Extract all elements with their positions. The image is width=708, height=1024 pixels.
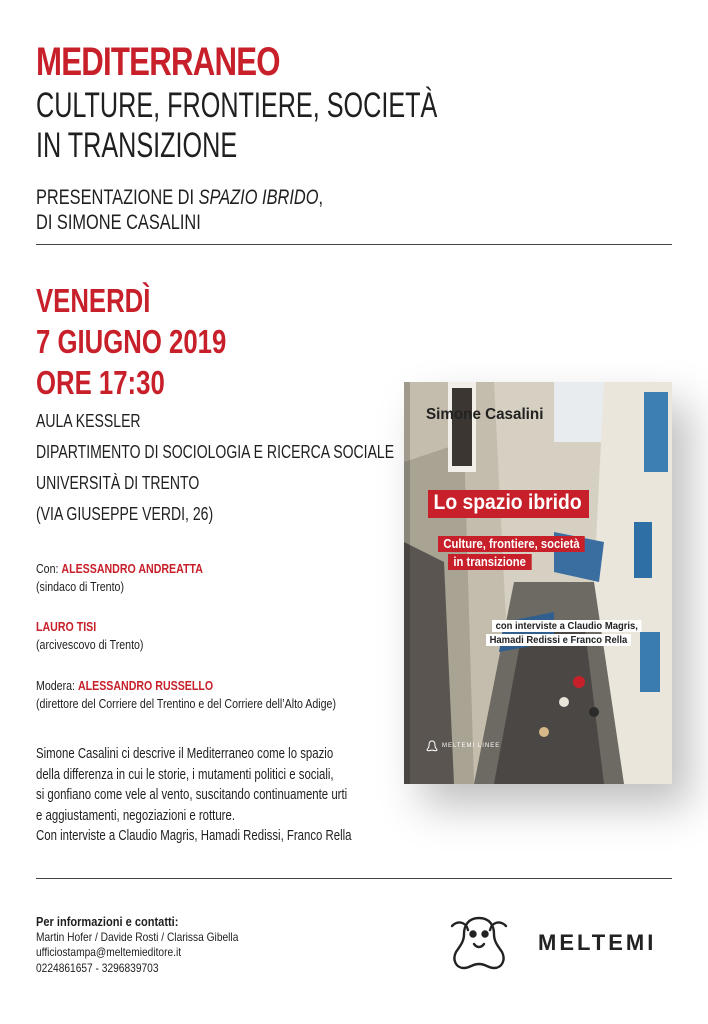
book-cover-publisher: MELTEMI LINEE (442, 743, 501, 749)
presentation-line2: DI SIMONE CASALINI (36, 211, 201, 234)
book-cover-logo-icon (426, 740, 438, 752)
guest-prefix: Con: (36, 562, 62, 576)
contacts-phones: 0224861657 - 3296839703 (36, 960, 159, 975)
event-subtitle (36, 86, 437, 166)
presentation-line1 (36, 185, 323, 210)
description-line: si gonfiano come vele al vento, suscitando continuamente urti (36, 786, 348, 803)
description-line: e aggiustamenti, negoziazioni e rotture. (36, 806, 235, 824)
event-title: MEDITERRANEO (36, 40, 280, 84)
description-line: Simone Casalini ci descrive il Mediterraneo come lo spazio (36, 745, 334, 762)
presentation-heading (36, 185, 323, 235)
meltemi-ghost-logo-icon (448, 912, 510, 974)
book-cover-title: Lo spazio ibrido (428, 490, 589, 518)
publisher-name: MELTEMI (538, 930, 657, 955)
guest-name: ALESSANDRO ANDREATTA (61, 562, 203, 576)
divider-bottom (36, 878, 672, 879)
moderator-russello (36, 677, 336, 713)
book-cover-interviews-line1: con interviste a Claudio Magris, (492, 620, 642, 632)
book-cover-photo (404, 382, 672, 784)
venue-line: AULA KESSLER (36, 411, 141, 431)
guest-prefix: Modera: (36, 679, 78, 693)
event-datetime (36, 280, 226, 403)
presentation-book-title: SPAZIO IBRIDO (198, 186, 319, 209)
contacts-names: Martin Hofer / Davide Rosti / Clarissa Gibella (36, 929, 239, 944)
presentation-suffix: , (318, 186, 324, 209)
book-cover-interviews-line2: Hamadi Redissi e Franco Rella (486, 634, 631, 646)
event-subtitle-line2: IN TRANSIZIONE (36, 126, 238, 165)
guest-name: LAURO TISI (36, 620, 97, 634)
book-cover (404, 382, 672, 784)
venue-line: (VIA GIUSEPPE VERDI, 26) (36, 504, 214, 524)
event-subtitle-line1: CULTURE, FRONTIERE, SOCIETÀ (36, 86, 438, 125)
book-description (36, 744, 352, 847)
book-cover-subtitle-line2: in transizione (448, 554, 531, 570)
description-line: della differenza in cui le storie, i mutamenti politici e sociali, (36, 765, 334, 783)
book-cover-author: Simone Casalini (426, 406, 544, 423)
book-cover-subtitle-line1: Culture, frontiere, società (438, 536, 585, 552)
venue-line: UNIVERSITÀ DI TRENTO (36, 473, 200, 493)
event-venue (36, 406, 394, 530)
guest-name: ALESSANDRO RUSSELLO (77, 679, 214, 693)
presentation-prefix: PRESENTAZIONE DI (36, 186, 199, 209)
guest-role: (direttore del Corriere del Trentino e del Corriere dell’Alto Adige) (36, 697, 337, 711)
guest-tisi (36, 618, 143, 654)
event-time: ORE 17:30 (36, 364, 165, 401)
divider-top (36, 244, 672, 245)
event-day: VENERDÌ (36, 282, 151, 319)
contacts-block (36, 914, 238, 976)
event-date: 7 GIUGNO 2019 (36, 323, 227, 360)
guest-role: (sindaco di Trento) (36, 580, 125, 594)
description-line: Con interviste a Claudio Magris, Hamadi Redissi, Franco Rella (36, 827, 352, 844)
venue-line: DIPARTIMENTO DI SOCIOLOGIA E RICERCA SOCIALE (36, 442, 395, 462)
guest-role: (arcivescovo di Trento) (36, 638, 144, 652)
guest-andreatta (36, 560, 203, 596)
contacts-email[interactable]: ufficiostampa@meltemieditore.it (36, 945, 182, 959)
contacts-heading: Per informazioni e contatti: (36, 914, 179, 929)
